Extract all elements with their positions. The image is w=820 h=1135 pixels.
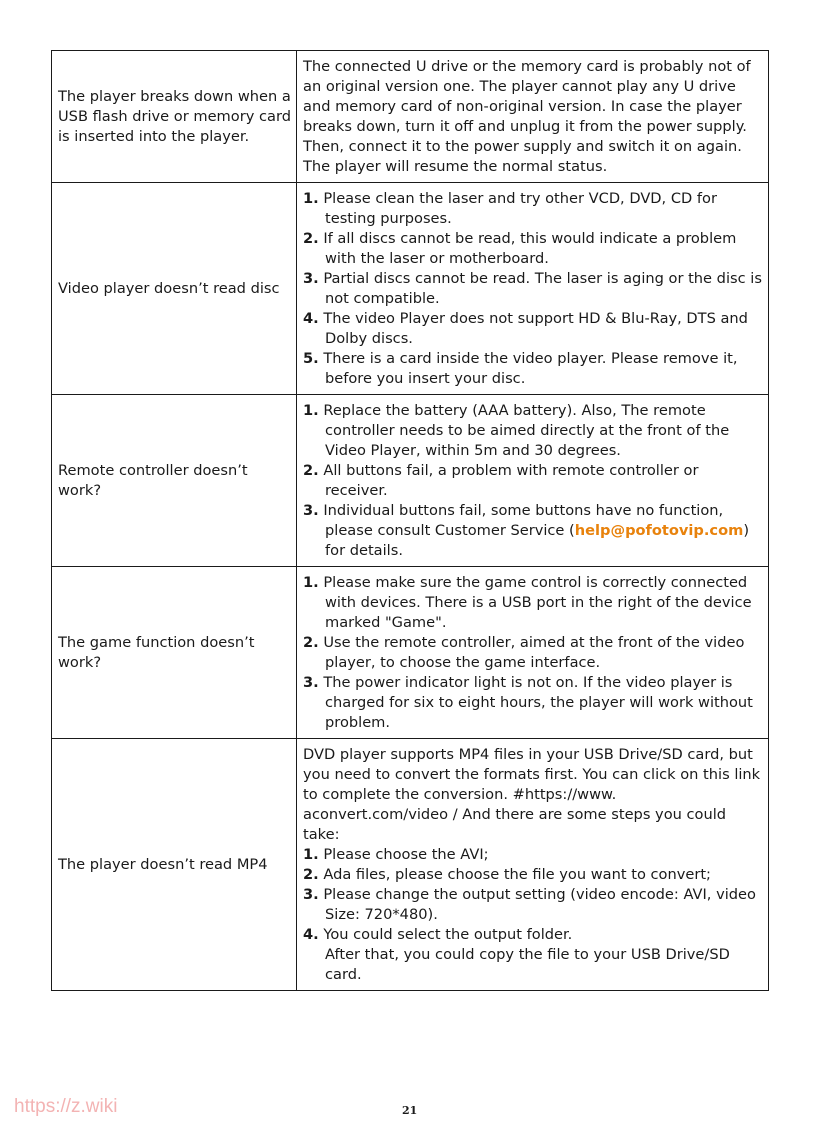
solution-step bbox=[303, 673, 763, 733]
step-number: 5. bbox=[303, 350, 319, 367]
solution-step bbox=[303, 925, 763, 945]
solution-step bbox=[303, 349, 763, 389]
step-number: 1. bbox=[303, 846, 319, 863]
step-text: Please clean the laser and try other VCD, DVD, CD for testing purposes. bbox=[323, 190, 717, 227]
solution-step bbox=[303, 309, 763, 349]
watermark: https://z.wiki bbox=[14, 1096, 118, 1117]
problem-cell bbox=[52, 567, 297, 739]
problem-text: The player doesn’t read MP4 bbox=[58, 856, 268, 873]
step-text: Replace the battery (AAA battery). Also, The remote controller needs to be aimed directly at the front of the Video Player, within 5m and 30 degrees. bbox=[323, 402, 730, 459]
step-text: All buttons fail, a problem with remote controller or receiver. bbox=[323, 462, 699, 499]
step-text: Please change the output setting (video encode: AVI, video Size: 720*480). bbox=[323, 886, 756, 923]
step-number: 2. bbox=[303, 866, 319, 883]
problem-cell bbox=[52, 739, 297, 991]
solution-step bbox=[303, 633, 763, 673]
table-row bbox=[52, 395, 769, 567]
problem-text: Remote controller doesn’t work? bbox=[58, 462, 248, 499]
step-text: If all discs cannot be read, this would indicate a problem with the laser or motherboard. bbox=[323, 230, 737, 267]
page-number: 21 bbox=[402, 1104, 418, 1117]
solution-cell bbox=[297, 183, 769, 395]
problem-text: Video player doesn’t read disc bbox=[58, 280, 280, 297]
solution-step bbox=[303, 229, 763, 269]
step-number: 3. bbox=[303, 502, 319, 519]
step-number: 3. bbox=[303, 674, 319, 691]
step-text: Please make sure the game control is correctly connected with devices. There is a USB port in the right of the device marked "Game". bbox=[323, 574, 752, 631]
step-number: 4. bbox=[303, 310, 319, 327]
step-number: 4. bbox=[303, 926, 319, 943]
solution-step bbox=[303, 461, 763, 501]
step-number: 2. bbox=[303, 462, 319, 479]
solution-step bbox=[303, 845, 763, 865]
solution-text: The connected U drive or the memory card is probably not of an original version one. The player cannot play any U drive and memory card of non-original version. In case the player breaks down, turn it off and unplug it from the power supply. Then, connect it to the power supply and switch it on again. The player will resume the normal status. bbox=[303, 58, 751, 175]
problem-cell bbox=[52, 395, 297, 567]
problem-text: The game function doesn’t work? bbox=[58, 634, 255, 671]
problem-cell bbox=[52, 183, 297, 395]
customer-service-email-link[interactable]: help@pofotovip.com bbox=[574, 522, 744, 539]
solution-step bbox=[303, 189, 763, 229]
solution-cell bbox=[297, 739, 769, 991]
table-row bbox=[52, 739, 769, 991]
solution-intro: DVD player supports MP4 files in your USB Drive/SD card, but you need to convert the formats first. You can click on this link to complete the conversion. #https://www. aconvert.com/video / And there are some steps you could take: bbox=[303, 746, 761, 843]
solution-outro: After that, you could copy the file to your USB Drive/SD card. bbox=[325, 946, 730, 983]
step-number: 1. bbox=[303, 190, 319, 207]
step-text: Use the remote controller, aimed at the front of the video player, to choose the game interface. bbox=[323, 634, 745, 671]
step-text: The video Player does not support HD & Blu-Ray, DTS and Dolby discs. bbox=[323, 310, 748, 347]
solution-cell bbox=[297, 51, 769, 183]
table-row bbox=[52, 51, 769, 183]
step-text: Ada files, please choose the file you want to convert; bbox=[323, 866, 711, 883]
troubleshooting-table bbox=[51, 50, 769, 991]
step-number: 2. bbox=[303, 634, 319, 651]
step-text: Partial discs cannot be read. The laser is aging or the disc is not compatible. bbox=[323, 270, 762, 307]
solution-step bbox=[303, 885, 763, 925]
solution-cell bbox=[297, 395, 769, 567]
step-text: Individual buttons fail, some buttons have no function, please consult Customer Service ( bbox=[323, 502, 724, 539]
solution-step bbox=[303, 269, 763, 309]
step-text: There is a card inside the video player. Please remove it, before you insert your disc. bbox=[323, 350, 738, 387]
step-number: 2. bbox=[303, 230, 319, 247]
problem-text: The player breaks down when a USB flash drive or memory card is inserted into the player. bbox=[58, 88, 291, 145]
table-row bbox=[52, 567, 769, 739]
step-number: 1. bbox=[303, 574, 319, 591]
solution-cell bbox=[297, 567, 769, 739]
problem-cell bbox=[52, 51, 297, 183]
step-text: You could select the output folder. bbox=[323, 926, 573, 943]
step-number: 3. bbox=[303, 886, 319, 903]
table-row bbox=[52, 183, 769, 395]
step-text: The power indicator light is not on. If the video player is charged for six to eight hours, the player will work without problem. bbox=[323, 674, 753, 731]
solution-step bbox=[303, 865, 763, 885]
solution-step bbox=[303, 573, 763, 633]
step-number: 1. bbox=[303, 402, 319, 419]
step-number: 3. bbox=[303, 270, 319, 287]
solution-step bbox=[303, 501, 763, 561]
step-text-end: ) for details. bbox=[325, 522, 750, 559]
solution-step bbox=[303, 401, 763, 461]
step-text: Please choose the AVI; bbox=[323, 846, 489, 863]
